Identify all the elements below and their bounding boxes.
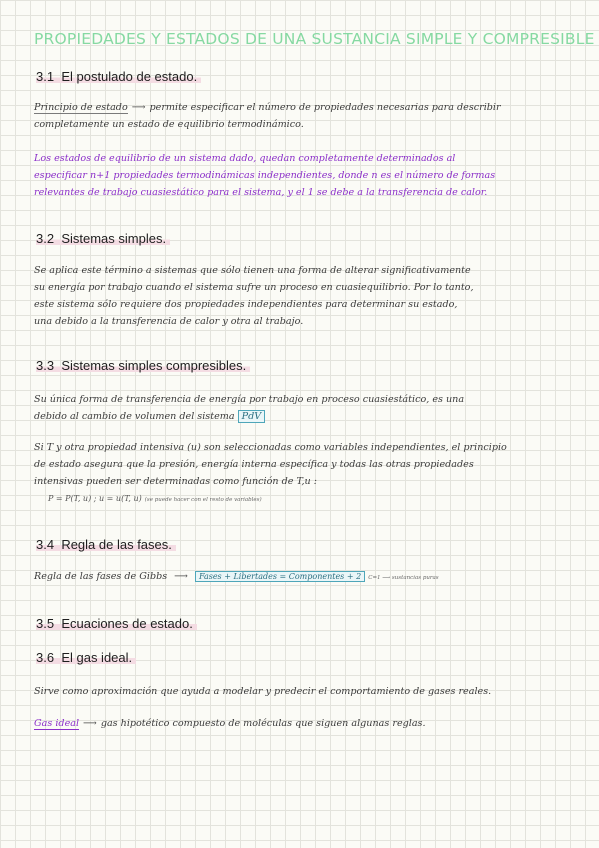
arrow-icon: ⟶: [131, 102, 146, 113]
text-line: Su única forma de transferencia de energía por trabajo en proceso cuasiestático, es una: [34, 394, 465, 405]
term-principio-de-estado: Principio de estado: [34, 102, 128, 113]
arrow-icon: ⟶: [83, 718, 97, 729]
section-title: El postulado de estado.: [61, 69, 198, 84]
formula-note: (se puede hacer con el resto de variables): [144, 497, 262, 503]
section-title: Sistemas simples.: [61, 231, 167, 246]
gibbs-formula-box: Fases + Libertades = Componentes + 2: [195, 571, 365, 582]
text-line: Se aplica este término a sistemas que sólo tienen una forma de alterar significativamente: [34, 265, 471, 276]
text-fragment: debido al cambio de volumen del sistema: [34, 411, 235, 422]
text-fragment: gas hipotético compuesto de moléculas que siguen algunas reglas.: [100, 718, 426, 729]
section-heading-3-2: [36, 231, 170, 246]
section-number: 3.6: [36, 650, 55, 665]
purple-text-line: especificar n+1 propiedades termodinámicas independientes, donde n es el número de formas: [34, 170, 496, 181]
ideal-gas-definition: [34, 715, 426, 732]
text-line: completamente un estado de equilibrio termodinámico.: [34, 119, 304, 130]
section-title: Ecuaciones de estado.: [61, 616, 193, 631]
text-line: de estado asegura que la presión, energía interna específica y todas las otras propiedades: [34, 459, 474, 470]
formula: P = P(T, u) ; u = u(T, u): [48, 494, 142, 503]
section-number: 3.5: [36, 616, 55, 631]
paragraph-state-principle: [34, 99, 501, 116]
section-number: 3.3: [36, 358, 55, 373]
section-heading-3-6: [36, 650, 136, 665]
term-gibbs: Regla de las fases de Gibbs: [34, 571, 168, 582]
arrow-icon: ⟶: [174, 571, 188, 582]
text-line: [34, 408, 265, 425]
section-number: 3.1: [36, 69, 55, 84]
section-title: El gas ideal.: [61, 650, 133, 665]
section-heading-3-4: [36, 537, 176, 552]
text-line: una debido a la transferencia de calor y otra al trabajo.: [34, 316, 304, 327]
text-line: permite especificar el número de propiedades necesarias para describir: [149, 102, 501, 113]
term-gas-ideal: Gas ideal: [34, 718, 80, 729]
section-heading-3-3: [36, 358, 250, 373]
section-number: 3.4: [36, 537, 55, 552]
text-line: Sirve como aproximación que ayuda a modelar y predecir el comportamiento de gases reales.: [34, 686, 492, 697]
section-title: Sistemas simples compresibles.: [61, 358, 247, 373]
text-line: Si T y otra propiedad intensiva (u) son seleccionadas como variables independientes, el principio: [34, 442, 507, 453]
purple-text-line: Los estados de equilibrio de un sistema dado, quedan completamente determinados al: [34, 153, 456, 164]
pdv-box: PdV: [238, 410, 266, 423]
section-heading-3-5: [36, 616, 197, 631]
section-heading-3-1: [36, 69, 201, 84]
purple-text-line: relevantes de trabajo cuasiestático para el sistema, y el 1 se debe a la transferencia de calor.: [34, 187, 488, 198]
text-line: su energía por trabajo cuando el sistema sufre un proceso en cuasiequilibrio. Por lo tanto,: [34, 282, 474, 293]
pure-substance-note: C=1 ⟶ sustancias puras: [368, 575, 439, 581]
section-title: Regla de las fases.: [61, 537, 172, 552]
page-title: PROPIEDADES Y ESTADOS DE UNA SUSTANCIA SIMPLE Y COMPRESIBLE: [34, 30, 595, 48]
section-number: 3.2: [36, 231, 55, 246]
text-line: este sistema sólo requiere dos propiedades independientes para determinar su estado,: [34, 299, 458, 310]
formula-line: [48, 490, 262, 509]
gibbs-rule-line: [34, 568, 439, 587]
text-line: intensivas pueden ser determinadas como función de T,u :: [34, 476, 317, 487]
